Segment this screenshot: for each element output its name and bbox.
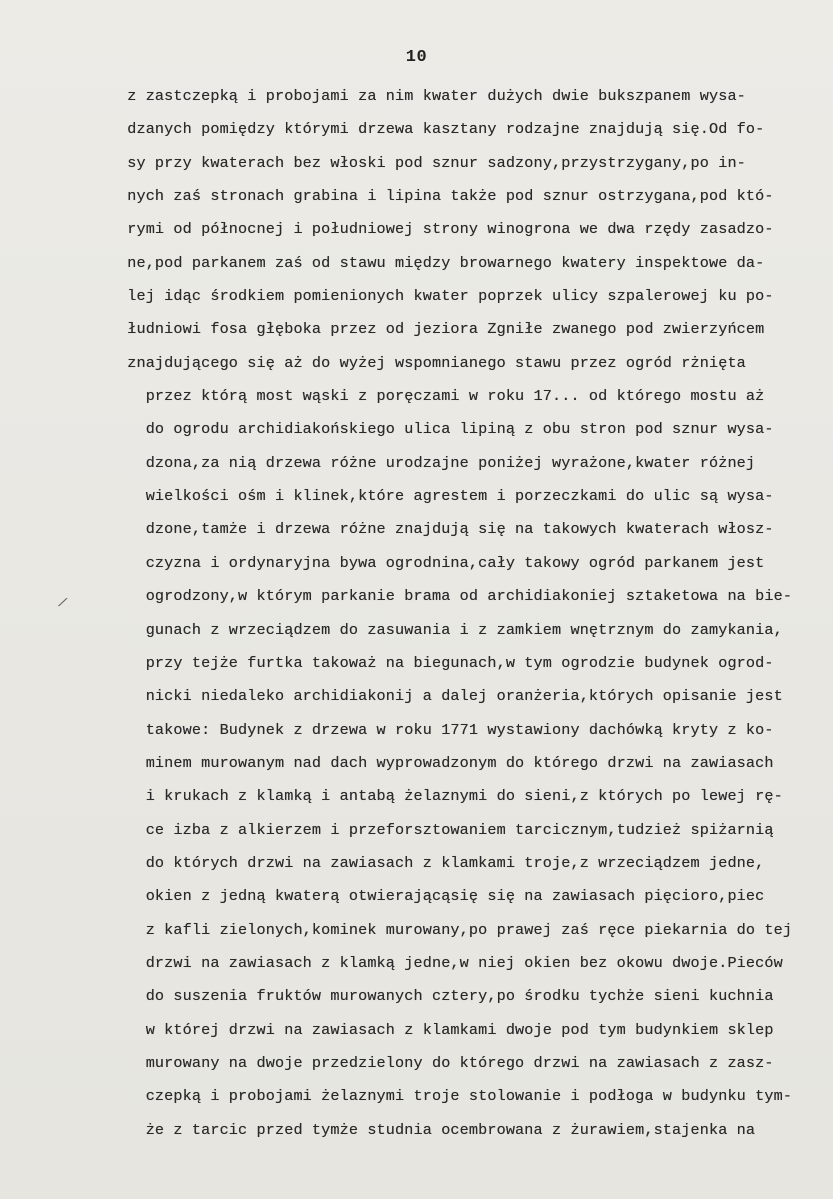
text-line: murowany na dwoje przedzielony do którego drzwi na zawiasach z zasz- (118, 1053, 774, 1072)
text-line: że z tarcic przed tymże studnia ocembrowana z żurawiem,stajenka na (118, 1120, 756, 1139)
text-line: do suszenia fruktów murowanych cztery,po środku tychże sieni kuchnia (118, 987, 774, 1006)
text-line: do których drzwi na zawiasach z klamkami troje,z wrzeciądzem jedne, (118, 853, 765, 872)
text-line: wielkości ośm i klinek,które agrestem i porzeczkami do ulic są wysa- (118, 487, 774, 506)
text-line: czepką i probojami żelaznymi troje stolowanie i podłoga w budynku tym- (118, 1087, 793, 1106)
text-line: nych zaś stronach grabina i lipina także pod sznur ostrzygana,pod któ- (118, 187, 774, 206)
document-body (118, 80, 808, 1147)
text-line: dzone,tamże i drzewa różne znajdują się na takowych kwaterach włosz- (118, 520, 774, 539)
text-line: w której drzwi na zawiasach z klamkami dwoje pod tym budynkiem sklep (118, 1020, 774, 1039)
text-line: lej idąc środkiem pomienionych kwater poprzek ulicy szpalerowej ku po- (118, 287, 774, 306)
text-line: przez którą most wąski z poręczami w roku 17... od którego mostu aż (118, 387, 765, 406)
text-line: dzanych pomiędzy którymi drzewa kasztany rodzajne znajdują się.Od fo- (118, 120, 765, 139)
text-line: dzona,za nią drzewa różne urodzajne poniżej wyrażone,kwater różnej (118, 453, 756, 472)
text-line: ne,pod parkanem zaś od stawu między browarnego kwatery inspektowe da- (118, 253, 765, 272)
text-line: ogrodzony,w którym parkanie brama od archidiakoniej sztaketowa na bie- (118, 587, 793, 606)
text-line: drzwi na zawiasach z klamką jedne,w niej okien bez okowu dwoje.Pieców (118, 953, 783, 972)
text-line: rymi od północnej i południowej strony winogrona we dwa rzędy zasadzo- (118, 220, 774, 239)
text-line: sy przy kwaterach bez włoski pod sznur sadzony,przystrzygany,po in- (118, 153, 746, 172)
text-line: z zastczepką i probojami za nim kwater dużych dwie bukszpanem wysa- (118, 87, 746, 105)
text-line: minem murowanym nad dach wyprowadzonym do którego drzwi na zawiasach (118, 753, 774, 772)
text-line: gunach z wrzeciądzem do zasuwania i z zamkiem wnętrznym do zamykania, (118, 620, 783, 639)
text-line: nicki niedaleko archidiakonij a dalej oranżeria,których opisanie jest (118, 687, 783, 706)
text-line: czyzna i ordynaryjna bywa ogrodnina,cały takowy ogród parkanem jest (118, 553, 765, 572)
text-line: do ogrodu archidiakońskiego ulica lipiną z obu stron pod sznur wysa- (118, 420, 774, 439)
page-number: 10 (405, 48, 428, 67)
margin-mark: / (55, 595, 69, 613)
text-line: znajdującego się aż do wyżej wspomnianego stawu przez ogród rżnięta (118, 353, 746, 372)
text-line: łudniowi fosa głęboka przez od jeziora Zgniłe zwanego pod zwierzyńcem (118, 320, 765, 339)
text-line: okien z jedną kwaterą otwierającąsię się na zawiasach pięcioro,piec (118, 887, 765, 906)
text-line: przy tejże furtka takoważ na biegunach,w tym ogrodzie budynek ogrod- (118, 653, 774, 672)
text-line: z kafli zielonych,kominek murowany,po prawej zaś ręce piekarnia do tej (118, 920, 793, 939)
text-line: i krukach z klamką i antabą żelaznymi do sieni,z których po lewej rę- (118, 787, 783, 806)
text-line: ce izba z alkierzem i przeforsztowaniem tarcicznym,tudzież spiżarnią (118, 820, 774, 839)
text-line: takowe: Budynek z drzewa w roku 1771 wystawiony dachówką kryty z ko- (118, 720, 774, 739)
